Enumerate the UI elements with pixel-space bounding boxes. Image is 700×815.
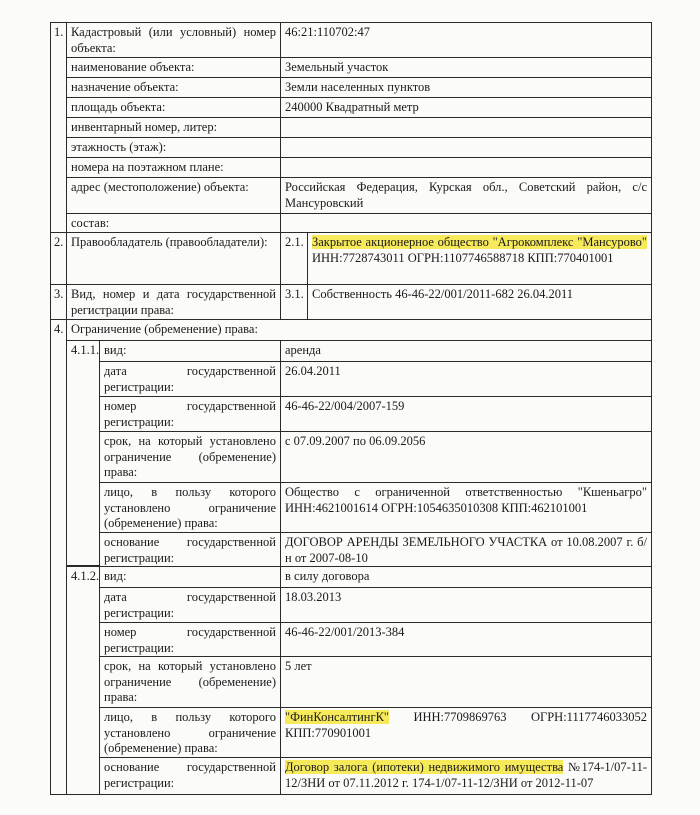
enc1-label-beneficiary: лицо, в пользу которого установлено ограничение (обременение) права: — [99, 482, 281, 533]
row-label-composition: состав: — [66, 213, 281, 233]
enc1-label-date: дата государственной регистрации: — [99, 361, 281, 397]
enc2-value-beneficiary — [280, 707, 652, 758]
row-label-purpose: назначение объекта: — [66, 77, 281, 98]
row-label-inventory: инвентарный номер, литер: — [66, 117, 281, 138]
enc2-label-term: срок, на который установлено ограничение (обременение) права: — [99, 656, 281, 708]
enc1-value-term: с 07.09.2007 по 06.09.2056 — [280, 431, 652, 483]
owner-value — [307, 232, 652, 285]
enc2-value-type: в силу договора — [280, 566, 652, 588]
row-value-composition — [280, 213, 652, 233]
row-value-floorplan — [280, 157, 652, 178]
owner-label: Правообладатель (правообладатели): — [66, 232, 281, 285]
owner-ids: ИНН:7728743011 ОГРН:1107746588718 КПП:770401001 — [312, 250, 614, 265]
row-label-address: адрес (местоположение) объекта: — [66, 177, 281, 214]
row-value-address: Российская Федерация, Курская обл., Советский район, с/с Мансуровский — [280, 177, 652, 214]
enc1-label-number: номер государственной регистрации: — [99, 396, 281, 432]
enc1-value-date: 26.04.2011 — [280, 361, 652, 397]
section-number-3: 3. — [50, 284, 67, 320]
enc2-label-type: вид: — [99, 566, 281, 588]
row-label-cadastral: Кадастровый (или условный) номер объекта: — [66, 22, 281, 58]
row-value-name: Земельный участок — [280, 57, 652, 78]
row-value-purpose: Земли населенных пунктов — [280, 77, 652, 98]
enc2-label-number: номер государственной регистрации: — [99, 622, 281, 657]
enc1-value-basis: ДОГОВОР АРЕНДЫ ЗЕМЕЛЬНОГО УЧАСТКА от 10.08.2007 г. б/н от 2007-08-10 — [280, 532, 652, 567]
row-value-cadastral: 46:21:110702:47 — [280, 22, 652, 58]
section-number-2: 2. — [50, 232, 67, 285]
row-label-floors: этажность (этаж): — [66, 137, 281, 158]
right-registration-label: Вид, номер и дата государственной регистрации права: — [66, 284, 281, 320]
enc2-label-date: дата государственной регистрации: — [99, 587, 281, 623]
owner-subnumber: 2.1. — [280, 232, 308, 285]
enc1-label-basis: основание государственной регистрации: — [99, 532, 281, 567]
enc2-beneficiary-highlight: "ФинКонсалтингК" — [285, 710, 390, 724]
section-number-1: 1. — [50, 22, 67, 233]
enc1-value-number: 46-46-22/004/2007-159 — [280, 396, 652, 432]
enc2-label-beneficiary: лицо, в пользу которого установлено ограничение (обременение) права: — [99, 707, 281, 758]
enc2-value-date: 18.03.2013 — [280, 587, 652, 623]
right-registration-subnumber: 3.1. — [280, 284, 308, 320]
section-number-4: 4. — [50, 319, 67, 795]
enc1-value-beneficiary: Общество с ограниченной ответственностью "Кшеньагро" ИНН:4621001614 ОГРН:1054635010308 КПП:462101001 — [280, 482, 652, 533]
row-label-name: наименование объекта: — [66, 57, 281, 78]
encumbrance-subnumber-2: 4.1.2. — [66, 566, 100, 795]
encumbrance-subnumber-1: 4.1.1. — [66, 340, 100, 566]
encumbrance-label: Ограничение (обременение) права: — [66, 319, 652, 341]
enc2-value-term: 5 лет — [280, 656, 652, 708]
enc1-value-type: аренда — [280, 340, 652, 362]
row-value-inventory — [280, 117, 652, 138]
enc1-label-term: срок, на который установлено ограничение (обременение) права: — [99, 431, 281, 483]
right-registration-value: Собственность 46-46-22/001/2011-682 26.04.2011 — [307, 284, 652, 320]
row-label-area: площадь объекта: — [66, 97, 281, 118]
row-value-area: 240000 Квадратный метр — [280, 97, 652, 118]
row-label-floorplan: номера на поэтажном плане: — [66, 157, 281, 178]
row-value-floors — [280, 137, 652, 158]
enc2-beneficiary-ids: ИНН:7709869763 ОГРН:1117746033052 КПП:770901001 — [285, 710, 647, 740]
enc2-label-basis: основание государственной регистрации: — [99, 757, 281, 795]
enc2-basis-highlight: Договор залога (ипотеки) недвижимого имущества — [285, 760, 564, 774]
enc2-basis-rest: №174-1/07-11-12/ЗНИ от 07.11.2012 г. 174-1/07-11-12/ЗНИ от 2012-11-07 — [285, 760, 647, 790]
enc2-value-basis — [280, 757, 652, 795]
enc1-label-type: вид: — [99, 340, 281, 362]
enc2-value-number: 46-46-22/001/2013-384 — [280, 622, 652, 657]
owner-name-highlight: Закрытое акционерное общество "Агрокомплекс "Мансурово" — [312, 235, 647, 249]
